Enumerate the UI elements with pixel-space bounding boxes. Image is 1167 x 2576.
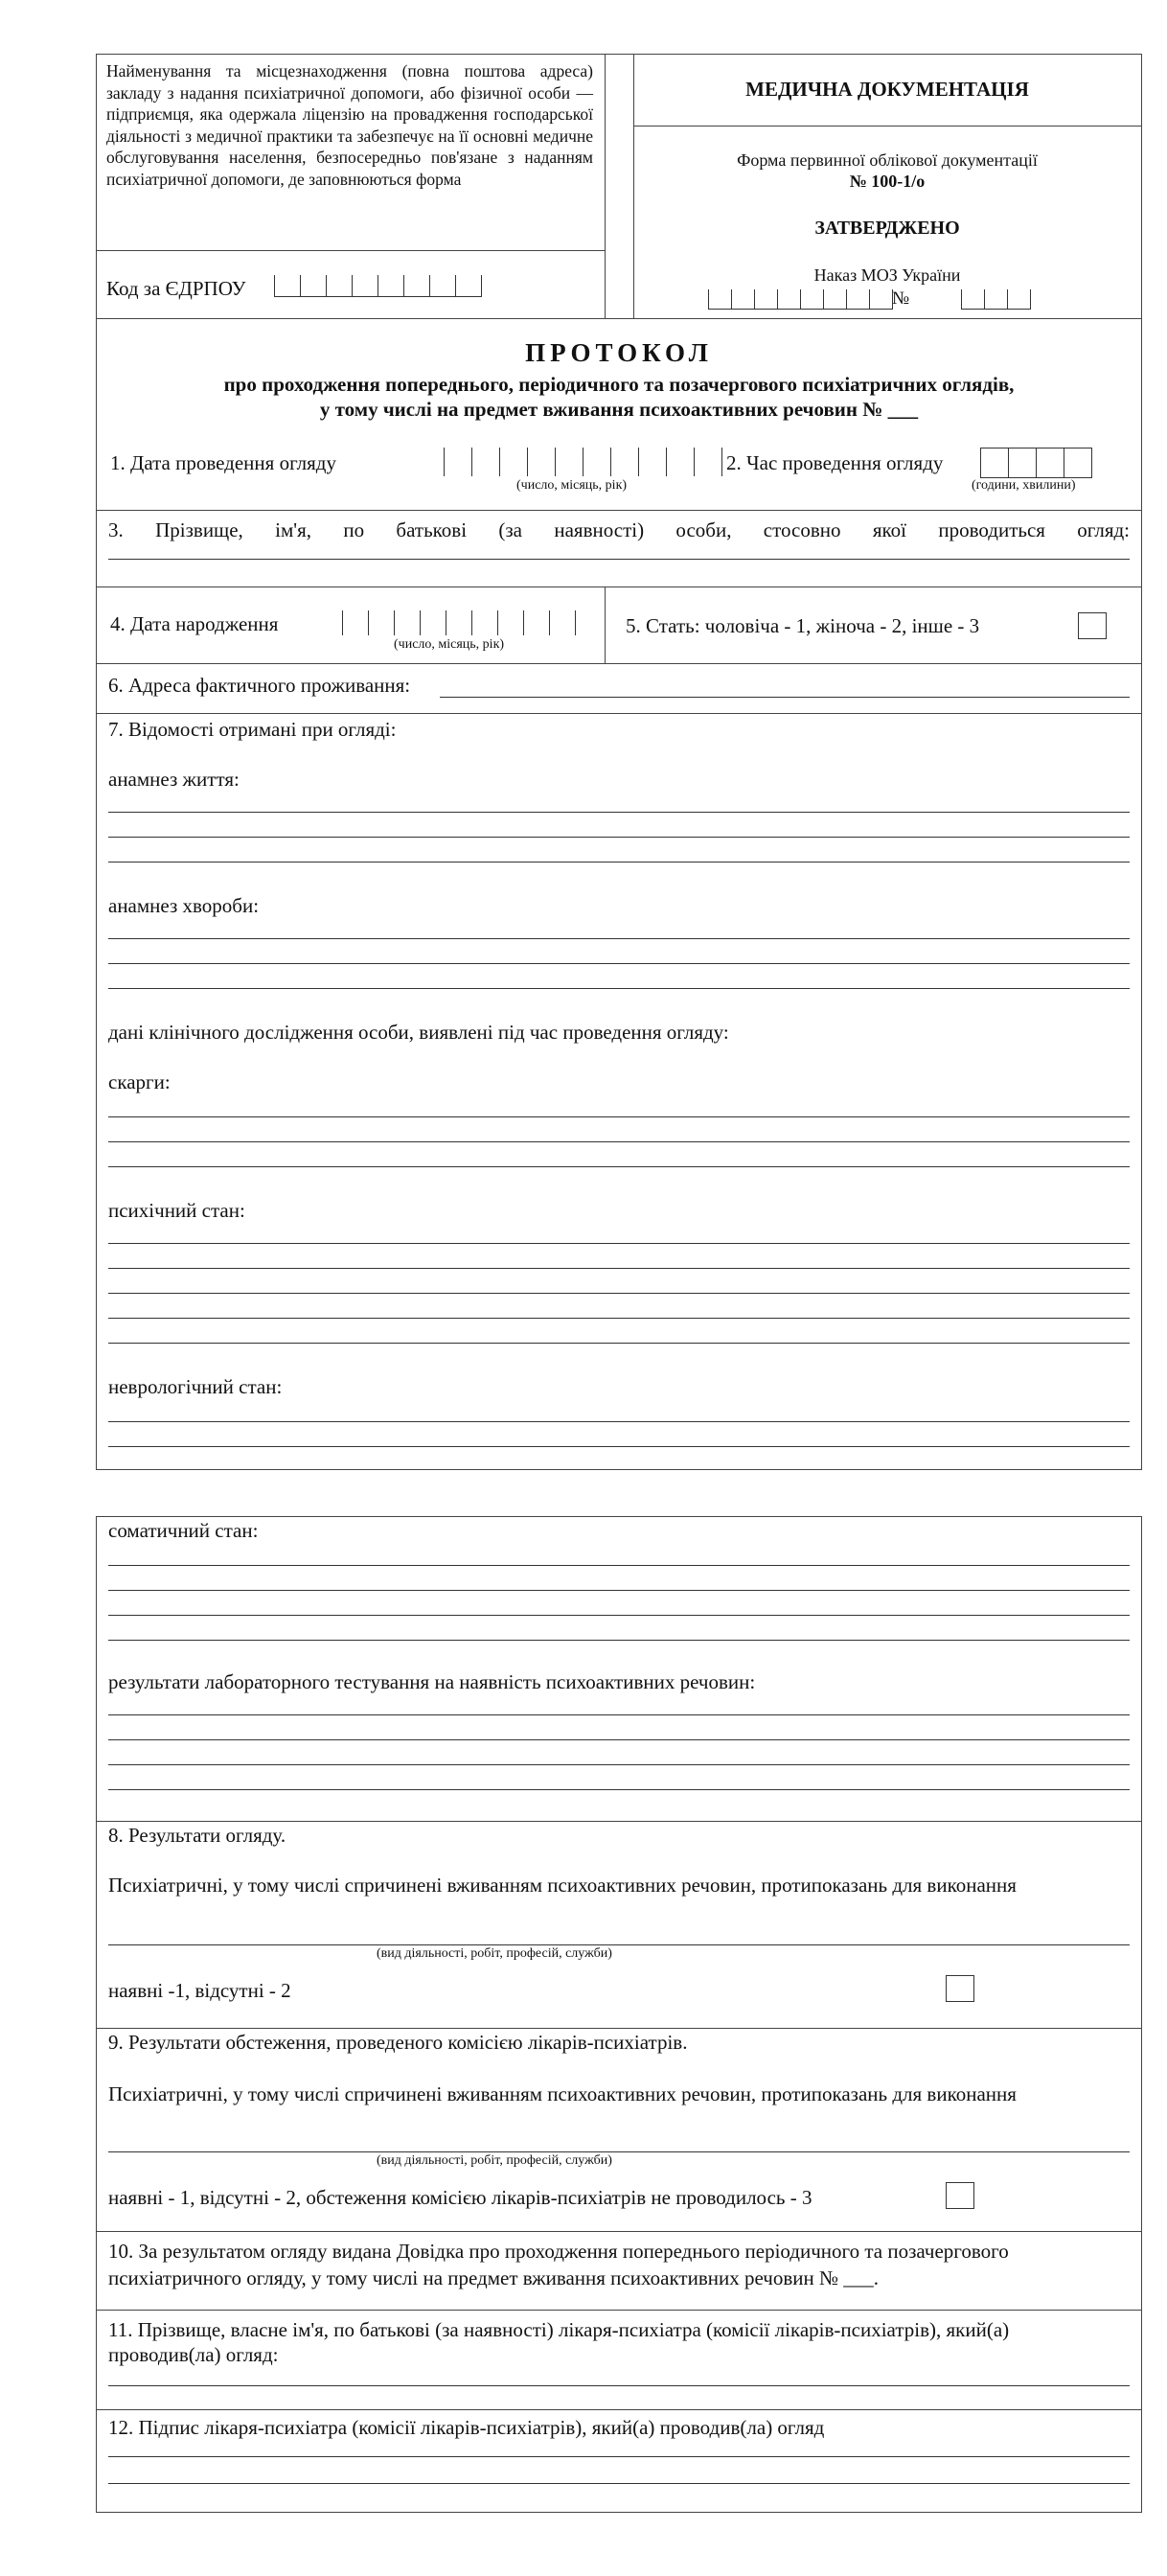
neuro-state-line-1[interactable] [108,1421,1130,1422]
life-history-line-1[interactable] [108,812,1130,813]
exam-date-label: 1. Дата проведення огляду [110,451,336,474]
disease-history-label: анамнез хвороби: [108,894,260,917]
exam-time-boxes[interactable] [980,448,1092,478]
lab-results-line-1[interactable] [108,1714,1130,1715]
somatic-state-label: соматичний стан: [108,1519,259,1542]
somatic-state-line-3[interactable] [108,1615,1130,1616]
life-history-line-2[interactable] [108,837,1130,838]
exam-info-label: 7. Відомості отримані при огляді: [108,718,397,741]
address-label: 6. Адреса фактичного проживання: [108,674,411,697]
header-right [633,55,1141,319]
form-line1: Форма первинної облікової документації [737,150,1038,170]
order-number-boxes[interactable] [961,289,1031,310]
protocol-subtitle-2: у тому числі на предмет вживання психоактивних речовин № ___ [319,398,919,421]
section-12 [97,2410,1141,2512]
doctor-signature-label: 12. Підпис лікаря-психіатра (комісії лікарів-психіатрів), який(а) проводив(ла) огляд [108,2416,825,2439]
section-6 [97,664,1141,714]
edrpou-label: Код за ЄДРПОУ [106,277,246,300]
neuro-state-line-2[interactable] [108,1446,1130,1447]
mental-state-line-5[interactable] [108,1343,1130,1344]
med-doc-title: МЕДИЧНА ДОКУМЕНТАЦІЯ [745,78,1029,101]
gender-label: 5. Стать: чоловіча - 1, жіноча - 2, інше - 3 [626,614,980,637]
mental-state-line-2[interactable] [108,1268,1130,1269]
order-date-boxes[interactable] [708,289,893,310]
section-3 [97,511,1141,587]
section-8 [97,1822,1141,2029]
section-4-5 [97,587,1141,664]
birth-date-boxes[interactable] [342,610,576,635]
certificate-text-1: 10. За результатом огляду видана Довідка про проходження попереднього періодичного та позачергового [108,2240,1009,2263]
exam-time-hint: (години, хвилини) [972,478,1076,493]
form-page-1 [96,54,1142,1470]
section-9 [97,2029,1141,2232]
contraindications-text-9: Психіатричні, у тому числі спричинені вживанням психоактивних речовин, протипоказань для виконання [108,2082,1017,2105]
complaints-line-1[interactable] [108,1116,1130,1117]
contraindications-text-8: Психіатричні, у тому числі спричинені вживанням психоактивних речовин, протипоказань для виконання [108,1874,1017,1897]
title-section [97,319,1141,511]
institution-block [97,55,605,251]
protocol-title: ПРОТОКОЛ [525,338,713,367]
activity-hint-8: (вид діяльності, робіт, професій, служби) [377,1946,612,1961]
person-name-line[interactable] [108,559,1130,560]
gender-checkbox[interactable] [1078,612,1107,639]
section-7-continued [97,1517,1141,1822]
commission-results-label: 9. Результати обстеження, проведеного комісією лікарів-психіатрів. [108,2031,688,2054]
approved-label: ЗАТВЕРДЖЕНО [814,218,960,239]
header-spacer [605,55,634,319]
somatic-state-line-4[interactable] [108,1640,1130,1641]
birth-date-label: 4. Дата народження [110,612,279,635]
doctor-name-line[interactable] [108,2385,1130,2386]
med-doc-block [633,55,1141,126]
address-line[interactable] [440,697,1130,698]
activity-line-8[interactable] [108,1944,1130,1945]
signature-line-2[interactable] [108,2483,1130,2484]
form-page-2 [96,1516,1142,2513]
mental-state-line-4[interactable] [108,1318,1130,1319]
doctor-name-label-1: 11. Прізвище, власне ім'я, по батькові (за наявності) лікаря-психіатра (комісії лікарів-психіатрів), який(а) [108,2318,1010,2341]
lab-results-line-2[interactable] [108,1739,1130,1740]
exam-time-label: 2. Час проведення огляду [726,451,944,474]
form-header [97,55,1141,319]
complaints-label: скарги: [108,1070,171,1093]
section-11 [97,2311,1141,2410]
header-left [97,55,606,319]
person-name-label: 3. Прізвище, ім'я, по батькові (за наявності) особи, стосовно якої проводиться огляд: [108,518,1130,541]
section-7 [97,714,1141,1469]
exam-results-label: 8. Результати огляду. [108,1824,286,1847]
complaints-line-3[interactable] [108,1166,1130,1167]
order-label: Наказ МОЗ України [813,265,961,285]
somatic-state-line-2[interactable] [108,1590,1130,1591]
complaints-line-2[interactable] [108,1141,1130,1142]
life-history-label: анамнез життя: [108,768,240,791]
certificate-text-2: психіатричного огляду, у тому числі на предмет вживання психоактивних речовин № ___. [108,2266,880,2289]
somatic-state-line-1[interactable] [108,1565,1130,1566]
lab-results-label: результати лабораторного тестування на наявність психоактивних речовин: [108,1670,756,1693]
signature-line-1[interactable] [108,2456,1130,2457]
birth-date-hint: (число, місяць, рік) [394,637,505,652]
clinical-data-label: дані клінічного дослідження особи, виявлені під час проведення огляду: [108,1021,729,1044]
section-10 [97,2232,1141,2311]
mental-state-label: психічний стан: [108,1199,245,1222]
disease-history-line-2[interactable] [108,963,1130,964]
institution-text: Найменування та місцезнаходження (повна поштова адреса) закладу з надання психіатричної допомоги, або фізичної особи — підприємця, яка одержала ліцензію на провадження господарської діяльності з медичної практики та забезпечує на її основні медичне обслуговування населення, безпосередньо пов'язане з наданням психіатричної допомоги, де заповнюються форма [106,61,593,189]
exam-date-hint: (число, місяць, рік) [516,478,628,493]
results-options-9: наявні - 1, відсутні - 2, обстеження комісією лікарів-психіатрів не проводилось - 3 [108,2186,812,2209]
activity-hint-9: (вид діяльності, робіт, професій, служби) [377,2153,612,2168]
protocol-subtitle-1: про проходження попереднього, періодичного та позачергового психіатричних оглядів, [223,373,1015,396]
mental-state-line-1[interactable] [108,1243,1130,1244]
lab-results-line-4[interactable] [108,1789,1130,1790]
mental-state-line-3[interactable] [108,1293,1130,1294]
results-options-8: наявні -1, відсутні - 2 [108,1979,291,2002]
doctor-name-label-2: проводив(ла) огляд: [108,2343,279,2366]
disease-history-line-1[interactable] [108,938,1130,939]
results-checkbox-9[interactable] [946,2182,974,2209]
activity-line-9[interactable] [108,2151,1130,2152]
results-checkbox-8[interactable] [946,1975,974,2002]
exam-date-boxes[interactable] [444,448,722,476]
neuro-state-label: неврологічний стан: [108,1375,283,1398]
form-number: № 100-1/о [849,172,926,191]
disease-history-line-3[interactable] [108,988,1130,989]
edrpou-boxes[interactable] [274,275,482,297]
order-no-sign: № [892,288,910,309]
lab-results-line-3[interactable] [108,1764,1130,1765]
